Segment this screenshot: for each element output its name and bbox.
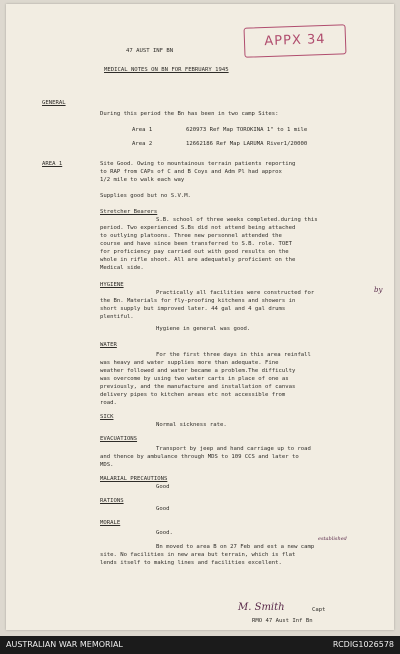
hygiene-heading: HYGIENE <box>100 282 124 288</box>
closing-line: Bn moved to area B on 27 Feb and est a new camp <box>156 544 315 550</box>
area1-section-label: AREA 1 <box>42 161 63 167</box>
signature-rank: Capt <box>312 607 326 613</box>
supplies-line: Supplies good but no S.V.M. <box>100 193 191 199</box>
hygiene-line: short supply but improved later. 44 gal and 4 gal drums <box>100 306 286 312</box>
stretcher-line: course and have since been transferred to S.B. role. TOET <box>100 241 292 247</box>
evacuations-heading: EVACUATIONS <box>100 436 138 442</box>
hygiene-general: Hygiene in general was good. <box>156 326 251 332</box>
document-title: MEDICAL NOTES ON BN FOR FEBRUARY 1945 <box>104 67 229 73</box>
closing-line: site. No facilities in new area but terrain, which is flat <box>100 552 296 558</box>
morale-text: Good. <box>156 530 173 536</box>
signature: M. Smith <box>238 602 285 613</box>
area1-line2: to RAP from CAPs of C and B Coys and Adm Pl had approx <box>100 169 282 175</box>
rations-text: Good <box>156 506 170 512</box>
stretcher-line: Medical side. <box>100 265 144 271</box>
water-line: weather followed and water became a problem.The difficulty <box>100 368 296 374</box>
appendix-stamp: APPX 34 <box>244 24 347 58</box>
hygiene-line: the Bn. Materials for fly-proofing kitchens and showers in <box>100 298 296 304</box>
area1-line3: 1/2 mile to walk each way <box>100 177 185 183</box>
water-line: previously, and the manufacture and installation of canvas <box>100 384 296 390</box>
area1-line1: Site Good. Owing to mountainous terrain patients reporting <box>100 161 296 167</box>
area2-value: 12662186 Ref Map LARUMA River1/20000 <box>186 141 308 147</box>
general-label: GENERAL <box>42 100 66 106</box>
sick-heading: SICK <box>100 414 114 420</box>
rations-heading: RATIONS <box>100 498 124 504</box>
stretcher-line: whole in rifle shoot. All are adequately proficient on the <box>100 257 296 263</box>
handwritten-annotation: by <box>374 286 383 294</box>
signature-role: RMO 47 Aust Inf Bn <box>252 618 313 624</box>
stretcher-line: to outlying platoons. Three new personnel attended the <box>100 233 282 239</box>
hygiene-line: Practically all facilities were constructed for <box>156 290 315 296</box>
archive-footer <box>0 636 400 654</box>
water-line: delivery pipes to kitchen areas etc not accessible from <box>100 392 286 398</box>
closing-line: lends itself to making lines and facilities excellent. <box>100 560 282 566</box>
water-heading: WATER <box>100 342 117 348</box>
general-intro: During this period the Bn has been in two camp Sites: <box>100 111 279 117</box>
unit-heading: 47 AUST INF BN <box>126 48 174 54</box>
malarial-heading: MALARIAL PRECAUTIONS <box>100 476 168 482</box>
area2-label: Area 2 <box>132 141 153 147</box>
document-page <box>6 4 394 630</box>
evacuations-line: Transport by jeep and hand carriage up to road <box>156 446 311 452</box>
footer-institution: AUSTRALIAN WAR MEMORIAL <box>6 640 123 649</box>
sick-text: Normal sickness rate. <box>156 422 227 428</box>
handwritten-insertion: established <box>318 536 347 542</box>
water-line: was overcome by using two water carts in place of one as <box>100 376 289 382</box>
evacuations-line: and thence by ambulance through MDS to 109 CCS and later to <box>100 454 299 460</box>
stretcher-line: for proficiency pay carried out with good results on the <box>100 249 289 255</box>
stretcher-line: S.B. school of three weeks completed.during this <box>156 217 318 223</box>
water-line: For the first three days in this area reinfall <box>156 352 311 358</box>
malarial-text: Good <box>156 484 170 490</box>
area1-value: 620973 Ref Map TOROKINA 1" to 1 mile <box>186 127 308 133</box>
area1-label: Area 1 <box>132 127 153 133</box>
water-line: road. <box>100 400 117 406</box>
hygiene-line: plentiful. <box>100 314 134 320</box>
water-line: was heavy and water supplies more than adequate. Fine <box>100 360 279 366</box>
stretcher-heading: Stretcher Bearers <box>100 209 158 215</box>
stretcher-line: period. Two experienced S.Bs did not attend being attached <box>100 225 296 231</box>
footer-record-id: RCDIG1026578 <box>332 640 394 649</box>
morale-heading: MORALE <box>100 520 121 526</box>
evacuations-line: MDS. <box>100 462 114 468</box>
